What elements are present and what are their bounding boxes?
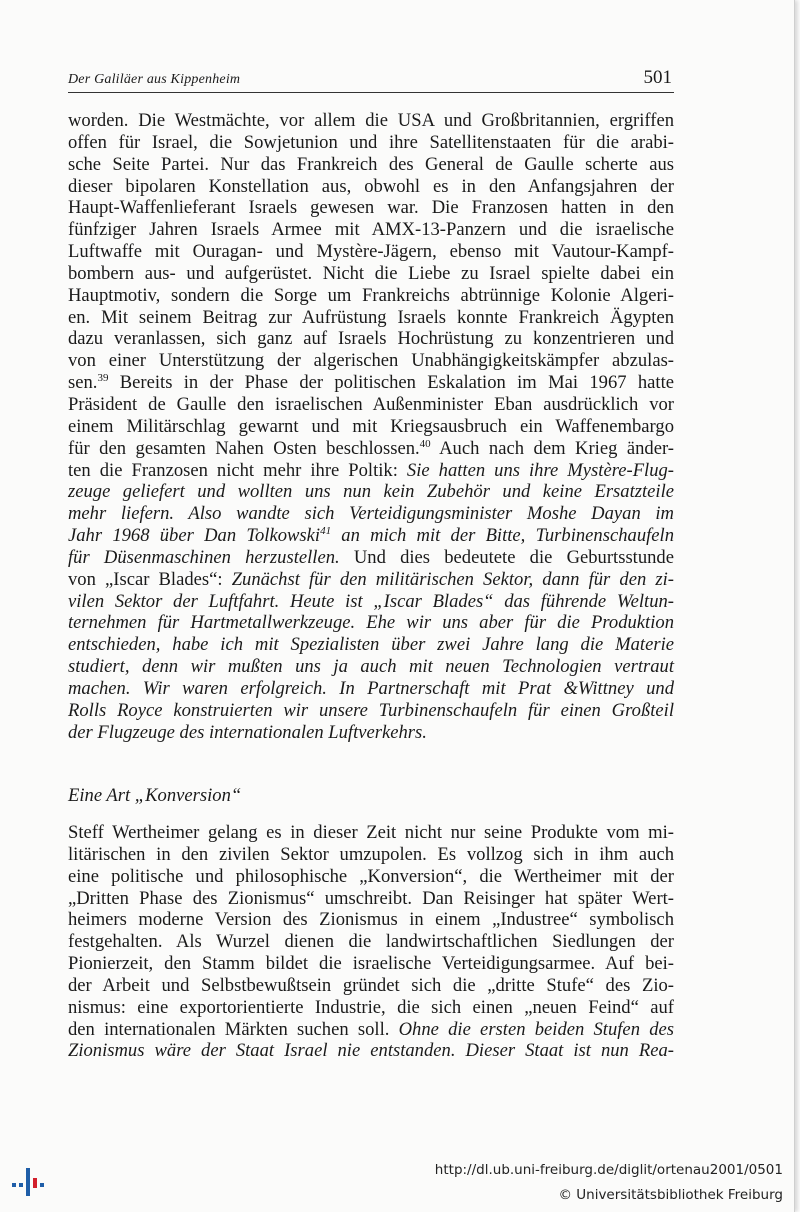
text-line: fünfziger Jahren Israels Armee mit AMX-13-Panzern und die israelische <box>68 219 674 241</box>
running-title: Der Galiläer aus Kippenheim <box>68 72 241 87</box>
section-heading: Eine Art „Konversion“ <box>68 785 242 806</box>
text-line: ten die Franzosen nicht mehr ihre Poltik: Sie hatten uns ihre Mystère-Flug- <box>68 459 674 481</box>
paragraph-1 <box>68 110 674 743</box>
footnote-ref-40: 40 <box>419 437 431 450</box>
text-line: Präsident de Gaulle den israelischen Außenminister Eban ausdrücklich vor <box>68 393 674 415</box>
text-line: studiert, denn wir mußten uns ja auch mit neuen Technologien vertraut <box>68 656 674 678</box>
text-line: worden. Die Westmächte, vor allem die USA und Großbritannien, ergriffen <box>68 110 674 131</box>
text-line: Zionismus wäre der Staat Israel nie entstanden. Dieser Staat ist nun Rea- <box>68 1040 674 1062</box>
text-line: heimers moderne Version des Zionismus in einem „Industree“ symbolisch <box>68 909 674 931</box>
text-line: zeuge geliefert und wollten uns nun kein Zubehör und keine Ersatzteile <box>68 481 674 503</box>
text-line: sen.$^{39}$ Bereits in der Phase der politischen Eskalation im Mai 1967 hatte <box>68 372 674 394</box>
text-line: bombern aus- und aufgerüstet. Nicht die Liebe zu Israel spielte dabei ein <box>68 262 674 284</box>
text-line: von einer Unterstützung der algerischen Unabhängigkeitskämpfer abzulas- <box>68 350 674 372</box>
text-line: entschieden, habe ich mit Spezialisten über zwei Jahre lang die Materie <box>68 634 674 656</box>
text-line: en. Mit seinem Beitrag zur Aufrüstung Israels konnte Frankreich Ägypten <box>68 306 674 328</box>
text-line: vilen Sektor der Luftfahrt. Heute ist „Iscar Blades“ das führende Weltun- <box>68 590 674 612</box>
text-line: Rolls Royce konstruierten wir unsere Turbinenschaufeln für einen Großteil <box>68 699 674 721</box>
text-line: Pionierzeit, den Stamm bildet die israelische Verteidigungsarmee. Auf bei- <box>68 953 674 975</box>
text-line: Steff Wertheimer gelang es in dieser Zeit nicht nur seine Produkte vom mi- <box>68 822 674 843</box>
text-line: litärischen in den zivilen Sektor umzupolen. Es vollzog sich in ihm auch <box>68 843 674 865</box>
text-line: ternehmen für Hartmetallwerkzeuge. Ehe wir uns aber für die Produktion <box>68 612 674 634</box>
text-line: „Dritten Phase des Zionismus“ umschreibt. Dan Reisinger hat später Wert- <box>68 887 674 909</box>
footnote-ref-39: 39 <box>97 372 109 385</box>
text-line: von „Iscar Blades“: Zunächst für den militärischen Sektor, dann für den zi- <box>68 568 674 590</box>
footnote-ref-41: 41 <box>320 525 332 538</box>
text-line: eine politische und philosophische „Konversion“, die Wertheimer mit der <box>68 865 674 887</box>
text-line: dazu veranlassen, sich ganz auf Israels Hochrüstung zu konzentrieren und <box>68 328 674 350</box>
text-line: Haupt-Waffenlieferant Israels gewesen war. Die Franzosen hatten in den <box>68 197 674 219</box>
page-number: 501 <box>643 67 672 88</box>
text-line: Hauptmotiv, sondern die Sorge um Frankreichs abtrünnige Kolonie Algeri- <box>68 284 674 306</box>
text-line: festgehalten. Als Wurzel dienen die landwirtschaftlichen Siedlungen der <box>68 931 674 953</box>
text-line: Jahr 1968 über Dan Tolkowski$^{41}$ an mich mit der Bitte, Turbinenschaufeln <box>68 525 674 547</box>
text-line: für Düsenmaschinen herzustellen. Und dies bedeutete die Geburtsstunde <box>68 546 674 568</box>
source-url-link[interactable]: http://dl.ub.uni-freiburg.de/diglit/ortenau2001/0501 <box>434 1162 783 1178</box>
paragraph-2 <box>68 822 674 1062</box>
text-line: Luftwaffe mit Ouragan- und Mystère-Jägern, ebenso mit Vautour-Kampf- <box>68 241 674 263</box>
text-line: der Arbeit und Selbstbewußtsein gründet sich die „dritte Stufe“ des Zio- <box>68 974 674 996</box>
text-line: mehr liefern. Also wandte sich Verteidigungsminister Moshe Dayan im <box>68 503 674 525</box>
text-line: dieser bipolaren Konstellation aus, obwohl es in den Anfangsjahren der <box>68 175 674 197</box>
text-line: nismus: eine exportorientierte Industrie, die sich einen „neuen Feind“ auf <box>68 996 674 1018</box>
text-line: der Flugzeuge des internationalen Luftverkehrs. <box>68 721 427 743</box>
text-line: offen für Israel, die Sowjetunion und ihre Satellitenstaaten für die arabi- <box>68 131 674 153</box>
copyright-notice: © Universitätsbibliothek Freiburg <box>558 1187 783 1203</box>
running-header <box>68 64 674 93</box>
text-line: den internationalen Märkten suchen soll. Ohne die ersten beiden Stufen des <box>68 1018 674 1040</box>
text-line: sche Seite Partei. Nur das Frankreich des General de Gaulle scherte aus <box>68 153 674 175</box>
text-line: für den gesamten Nahen Osten beschlossen.$^{40}$ Auch nach dem Krieg änder- <box>68 437 674 459</box>
text-line: machen. Wir waren erfolgreich. In Partnerschaft mit Prat &Wittney und <box>68 677 674 699</box>
ub-freiburg-logo-icon <box>10 1162 50 1202</box>
text-line: einem Militärschlag gewarnt und mit Kriegsausbruch ein Waffenembargo <box>68 415 674 437</box>
